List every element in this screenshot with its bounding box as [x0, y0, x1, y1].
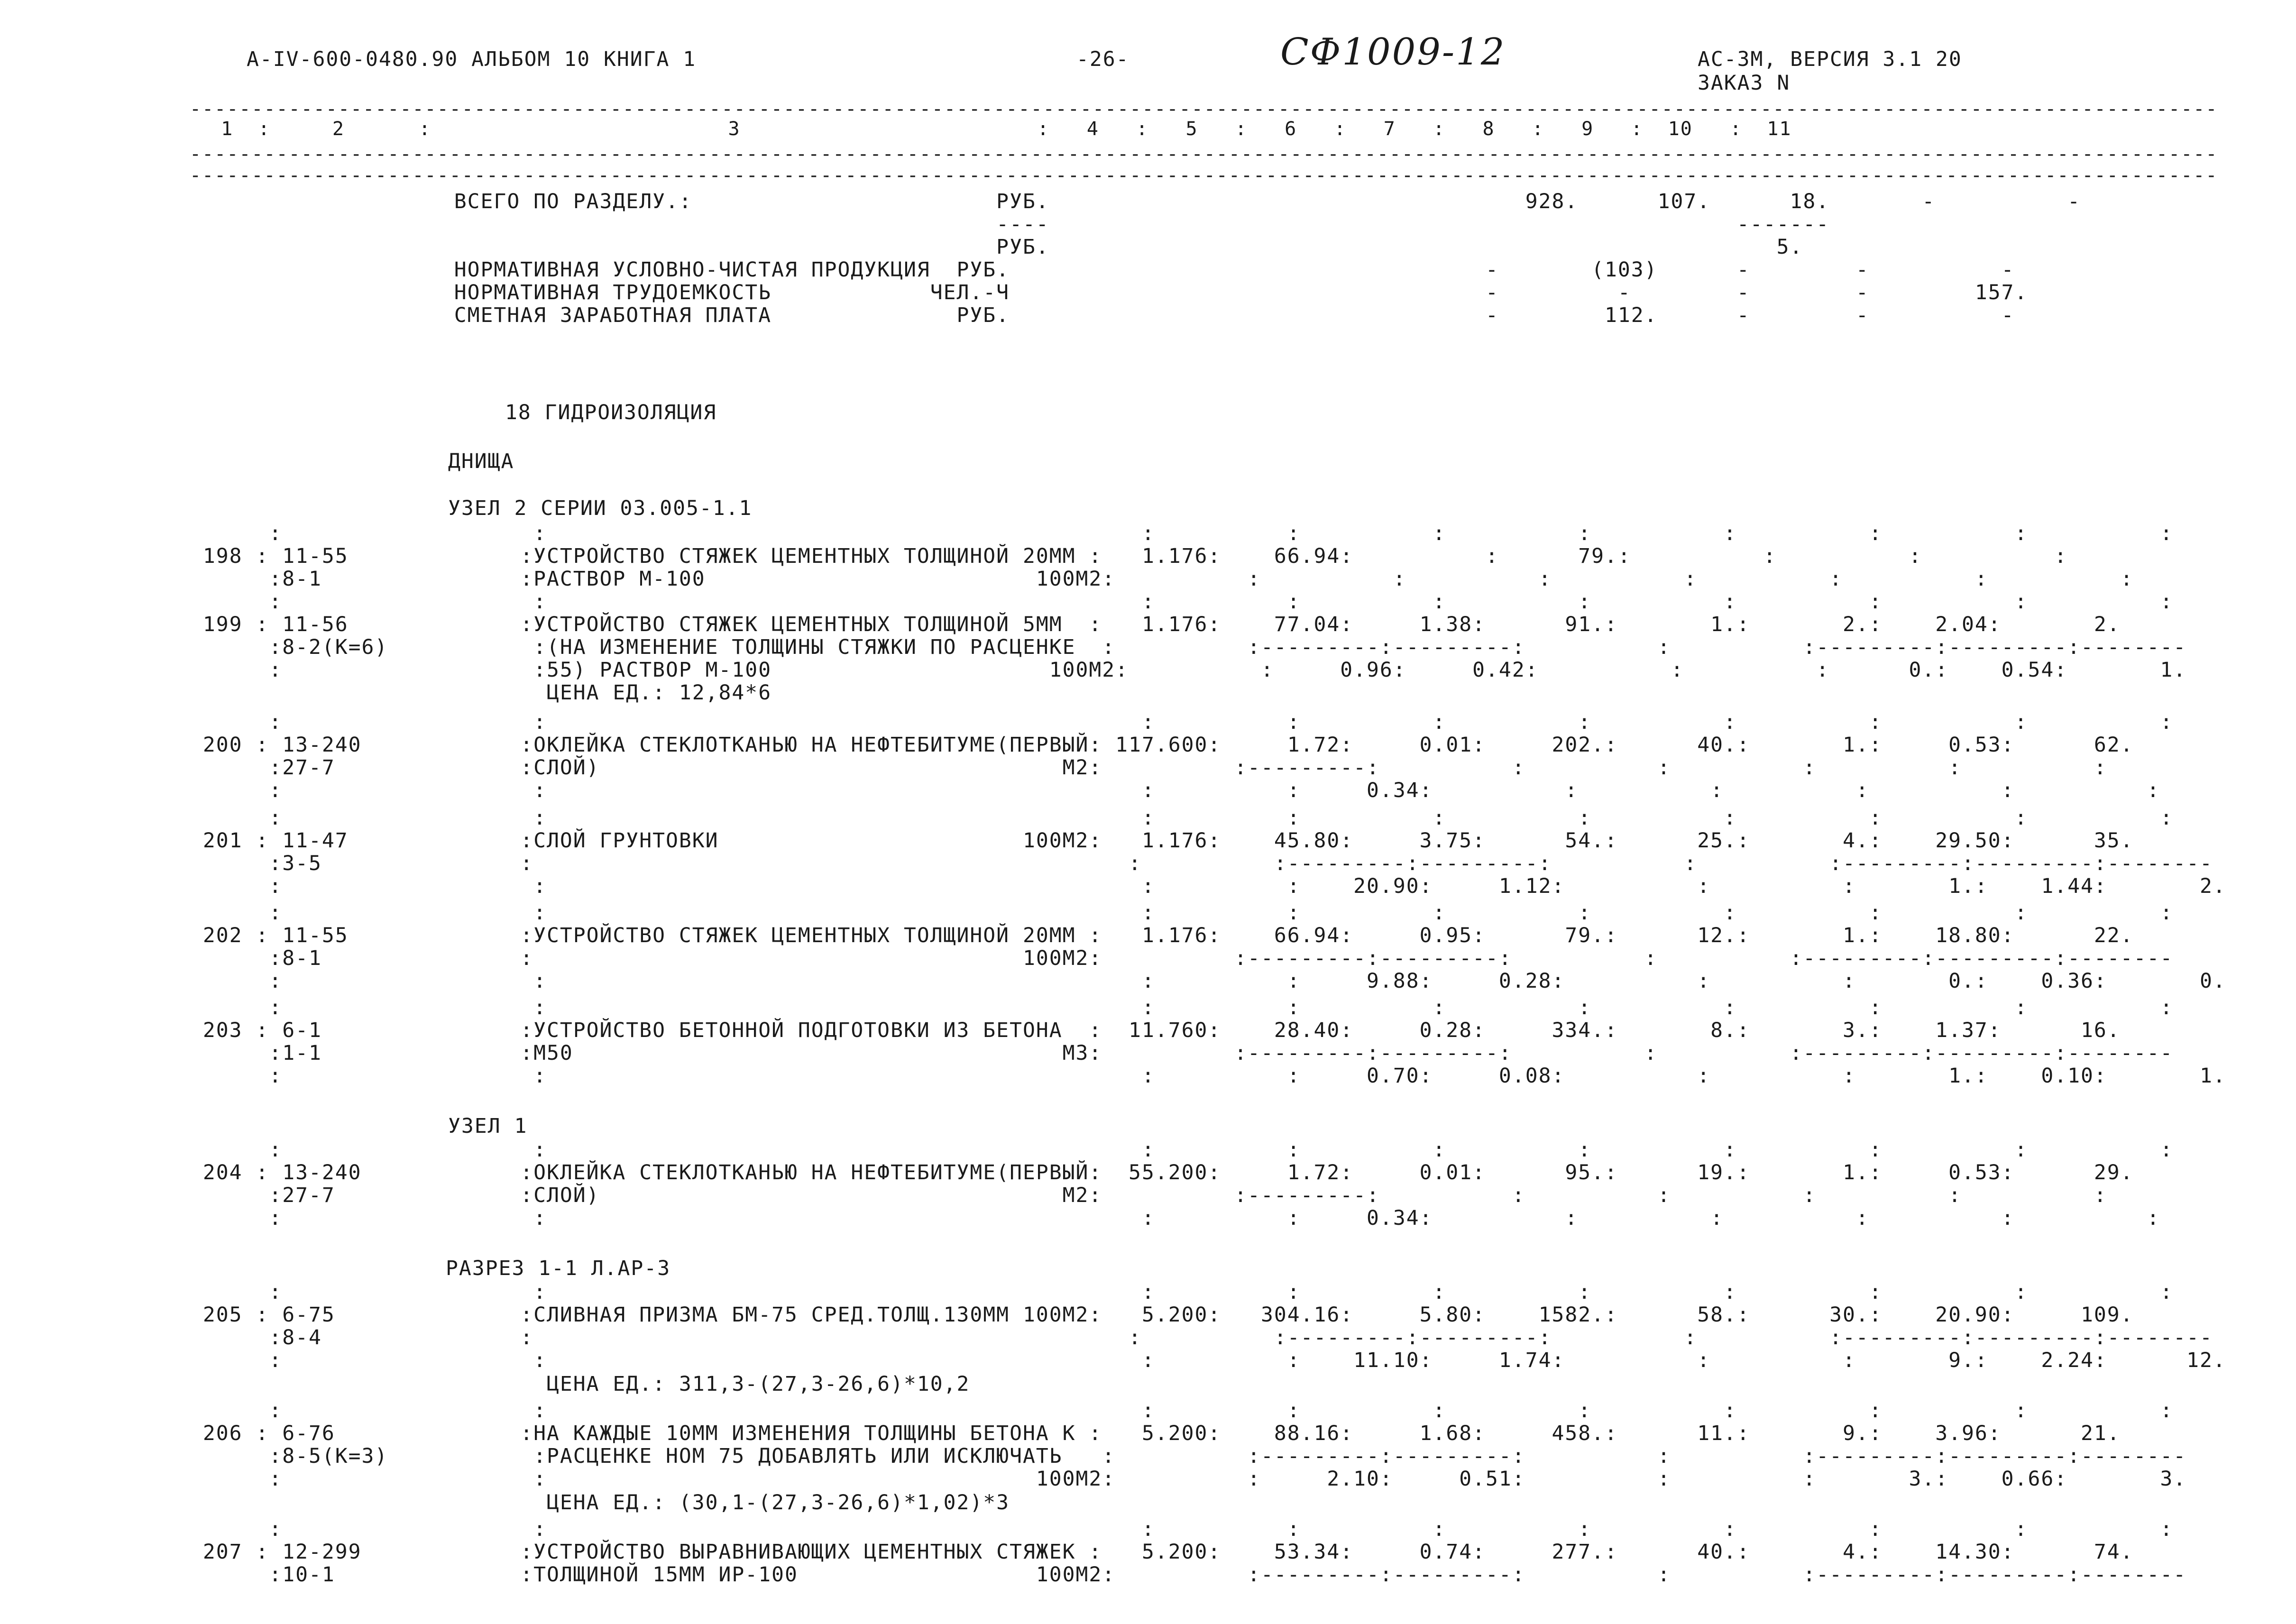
node-heading: УЗЕЛ 1 — [448, 1114, 528, 1138]
table-row: 198 : 11-55 :УСТРОЙСТВО СТЯЖЕК ЦЕМЕНТНЫХ ТОЛЩИНОЙ 20ММ : 1.176: 66.94: : 79.: : : : — [190, 544, 2068, 568]
table-row: ЦЕНА ЕД.: 311,3-(27,3-26,6)*10,2 — [190, 1372, 970, 1396]
totals-line: ---- ------- — [190, 212, 1830, 236]
table-row: : : : : : : : : : : — [190, 1138, 2174, 1162]
table-row: : : : : 9.88: 0.28: : : 0.: 0.36: 0. — [190, 969, 2226, 993]
page-number: -26- — [1076, 47, 1130, 71]
table-row: :8-2(К=6) :(НА ИЗМЕНЕНИЕ ТОЛЩИНЫ СТЯЖКИ ПО РАСЦЕНКЕ : :---------:---------: : :---------:---------:-------- — [190, 635, 2187, 659]
table-row: :8-1 : 100М2: :---------:---------: : :---------:---------:-------- — [190, 946, 2174, 970]
table-row: :8-4 : : :---------:---------: : :---------:---------:-------- — [190, 1326, 2213, 1349]
header-right-line1: АС-3М, ВЕРСИЯ 3.1 20 — [1698, 47, 1962, 71]
table-row: :27-7 :СЛОЙ) М2: :---------: : : : : : — [190, 756, 2107, 780]
table-row: 205 : 6-75 :СЛИВНАЯ ПРИЗМА БМ-75 СРЕД.ТОЛЩ.130ММ 100М2: 5.200: 304.16: 5.80: 1582.: 58.: 30.: 20.90: 109. — [190, 1303, 2134, 1327]
table-row: ЦЕНА ЕД.: 12,84*6 — [190, 681, 772, 705]
table-row: :27-7 :СЛОЙ) М2: :---------: : : : : : — [190, 1184, 2107, 1207]
totals-line: ВСЕГО ПО РАЗДЕЛУ.: РУБ. 928. 107. 18. - - — [190, 190, 2081, 213]
node-heading: УЗЕЛ 2 СЕРИИ 03.005-1.1 — [448, 496, 753, 520]
table-row: 207 : 12-299 :УСТРОЙСТВО ВЫРАВНИВАЮЩИХ ЦЕМЕНТНЫХ СТЯЖЕК : 5.200: 53.34: 0.74: 277.: 40.: 4.: 14.30: 74. — [190, 1540, 2134, 1564]
table-row: : :55) РАСТВОР М-100 100М2: : 0.96: 0.42: : : 0.: 0.54: 1. — [190, 658, 2187, 682]
dash-rule-bottom: -------------------------------------------------------------------------------------------------------------------------------------------------------------------- — [190, 165, 2218, 186]
table-row: : : : : 0.70: 0.08: : : 1.: 0.10: 1. — [190, 1064, 2226, 1088]
table-row: 201 : 11-47 :СЛОЙ ГРУНТОВКИ 100М2: 1.176: 45.80: 3.75: 54.: 25.: 4.: 29.50: 35. — [190, 829, 2134, 853]
table-row: : : : : 0.34: : : : : : — [190, 1206, 2160, 1230]
handwritten-code: СФ1009-12 — [1280, 31, 1506, 73]
header-right-line2: ЗАКАЗ N — [1698, 71, 1791, 95]
table-row: : : : : : : : : : : — [190, 590, 2174, 614]
table-row: : : : : : : : : : : — [190, 1280, 2174, 1304]
table-row: : : : : : : : : : : — [190, 522, 2174, 545]
dash-rule-mid: -------------------------------------------------------------------------------------------------------------------------------------------------------------------- — [190, 143, 2218, 165]
dash-rule-top: -------------------------------------------------------------------------------------------------------------------------------------------------------------------- — [190, 98, 2218, 120]
table-row: 204 : 13-240 :ОКЛЕЙКА СТЕКЛОТКАНЬЮ НА НЕФТЕБИТУМЕ(ПЕРВЫЙ: 55.200: 1.72: 0.01: 95.: 19.: 1.: 0.53: 29. — [190, 1161, 2134, 1184]
table-row: :3-5 : : :---------:---------: : :---------:---------:-------- — [190, 852, 2213, 875]
node-heading: РАЗРЕЗ 1-1 Л.АР-3 — [446, 1257, 671, 1280]
totals-line: НОРМАТИВНАЯ ТРУДОЕМКОСТЬ ЧЕЛ.-Ч - - - - 157. — [190, 281, 2028, 304]
table-row: ЦЕНА ЕД.: (30,1-(27,3-26,6)*1,02)*3 — [190, 1491, 1010, 1514]
table-row: : : : : 11.10: 1.74: : : 9.: 2.24: 12. — [190, 1349, 2226, 1372]
table-row: : : 100М2: : 2.10: 0.51: : : 3.: 0.66: 3. — [190, 1467, 2187, 1491]
table-row: 206 : 6-76 :НА КАЖДЫЕ 10ММ ИЗМЕНЕНИЯ ТОЛЩИНЫ БЕТОНА К : 5.200: 88.16: 1.68: 458.: 11.: 9.: 3.96: 21. — [190, 1422, 2121, 1445]
header-left: А-IV-600-0480.90 АЛЬБОМ 10 КНИГА 1 — [247, 47, 697, 71]
table-row: : : : : 0.34: : : : : : — [190, 779, 2160, 802]
table-row: : : : : : : : : : : — [190, 901, 2174, 925]
table-row: :8-1 :РАСТВОР М-100 100М2: : : : : : : : — [190, 567, 2134, 591]
totals-line: НОРМАТИВНАЯ УСЛОВНО-ЧИСТАЯ ПРОДУКЦИЯ РУБ. - (103) - - - — [190, 258, 2015, 282]
section-subtitle: ДНИЩА — [448, 450, 514, 473]
column-numbers: 1 : 2 : 3 : 4 : 5 : 6 : 7 : 8 : 9 : 10 : 11 — [209, 118, 1792, 140]
table-row: :8-5(К=3) :РАСЦЕНКЕ НОМ 75 ДОБАВЛЯТЬ ИЛИ ИСКЛЮЧАТЬ : :---------:---------: : :---------:---------:-------- — [190, 1444, 2187, 1468]
table-row: : : : : : : : : : : — [190, 806, 2174, 830]
table-row: : : : : 20.90: 1.12: : : 1.: 1.44: 2. — [190, 874, 2226, 898]
table-row: :1-1 :М50 М3: :---------:---------: : :---------:---------:-------- — [190, 1041, 2174, 1065]
totals-line: СМЕТНАЯ ЗАРАБОТНАЯ ПЛАТА РУБ. - 112. - - - — [190, 303, 2015, 327]
totals-line: РУБ. 5. — [190, 235, 1803, 259]
table-row: : : : : : : : : : : — [190, 1399, 2174, 1422]
section-title: 18 ГИДРОИЗОЛЯЦИЯ — [505, 401, 717, 424]
table-row: 203 : 6-1 :УСТРОЙСТВО БЕТОННОЙ ПОДГОТОВКИ ИЗ БЕТОНА : 11.760: 28.40: 0.28: 334.: 8.: 3.: 1.37: 16. — [190, 1018, 2121, 1042]
table-row: : : : : : : : : : : — [190, 710, 2174, 734]
table-row: 202 : 11-55 :УСТРОЙСТВО СТЯЖЕК ЦЕМЕНТНЫХ ТОЛЩИНОЙ 20ММ : 1.176: 66.94: 0.95: 79.: 12.: 1.: 18.80: 22. — [190, 924, 2134, 947]
table-row: : : : : : : : : : : — [190, 996, 2174, 1019]
table-row: : : : : : : : : : : — [190, 1517, 2174, 1541]
table-row: 199 : 11-56 :УСТРОЙСТВО СТЯЖЕК ЦЕМЕНТНЫХ ТОЛЩИНОЙ 5ММ : 1.176: 77.04: 1.38: 91.: 1.: 2.: 2.04: 2. — [190, 613, 2121, 636]
table-row: 200 : 13-240 :ОКЛЕЙКА СТЕКЛОТКАНЬЮ НА НЕФТЕБИТУМЕ(ПЕРВЫЙ: 117.600: 1.72: 0.01: 202.: 40.: 1.: 0.53: 62. — [190, 733, 2134, 757]
table-row: :10-1 :ТОЛЩИНОЙ 15ММ ИР-100 100М2: :---------:---------: : :---------:---------:-------- — [190, 1563, 2187, 1587]
